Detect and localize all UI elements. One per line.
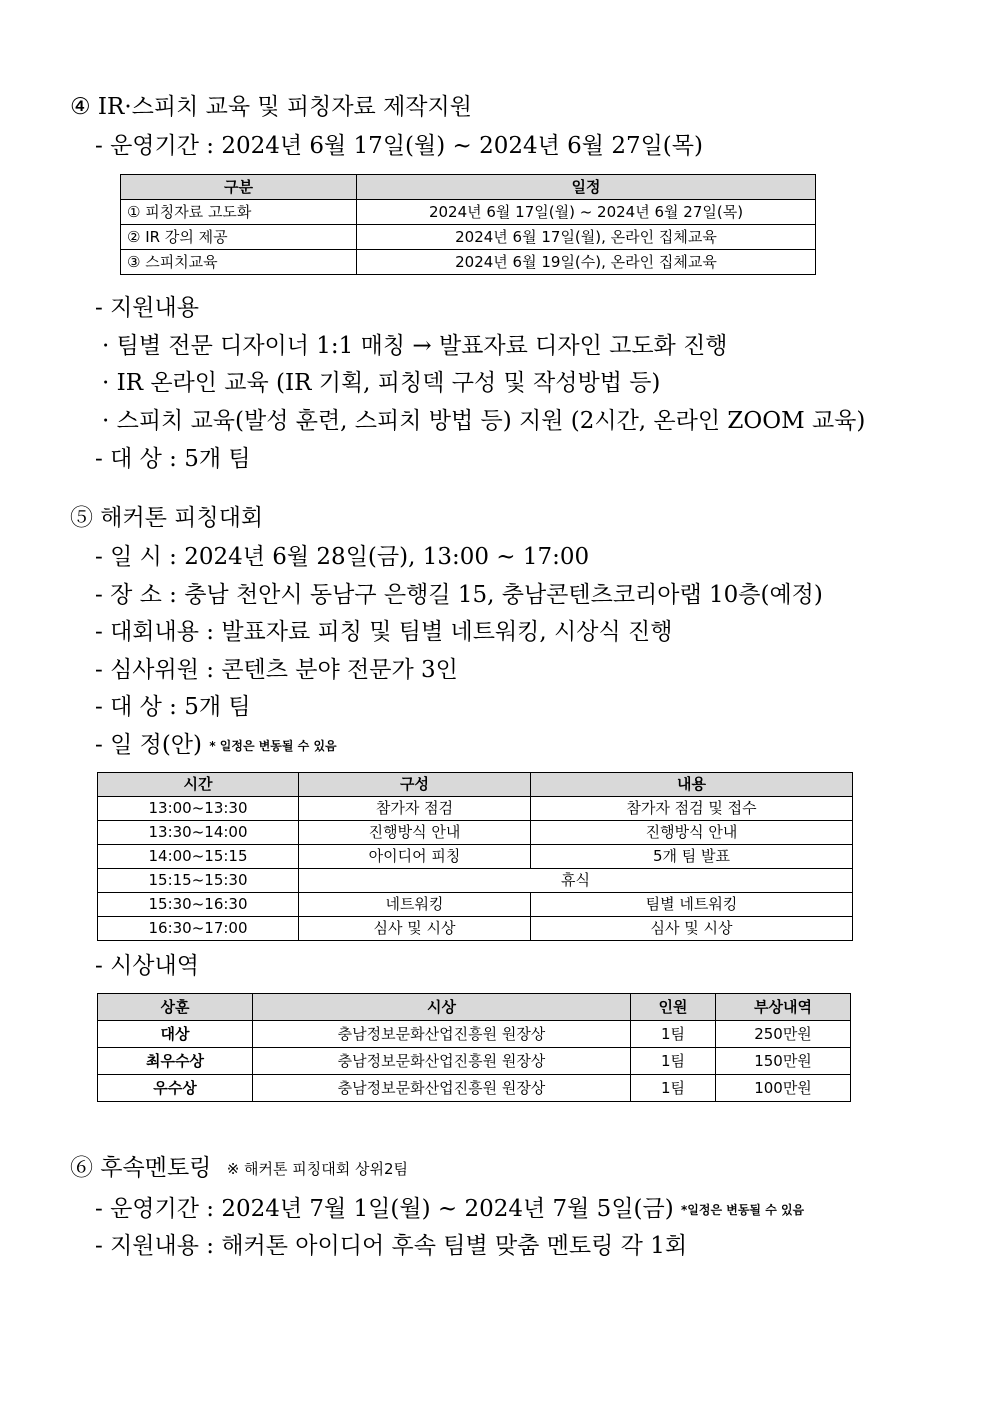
table-row [98,917,853,941]
table-header: 시간 [98,773,299,797]
table-row [98,893,853,917]
section-4-heading: ④ IR·스피치 교육 및 피칭자료 제작지원 [70,94,472,120]
table-header: 부상내역 [716,994,851,1021]
table-cell: 1팀 [631,1021,716,1048]
table-header: 시상 [253,994,631,1021]
support-bullet: · 스피치 교육(발성 훈련, 스피치 방법 등) 지원 (2시간, 온라인 ZOOM 교육) [102,408,866,434]
schedule-label-line [95,730,337,761]
table-cell: 250만원 [716,1021,851,1048]
table-cell: 2024년 6월 19일(수), 온라인 집체교육 [357,250,816,275]
table-header-row [98,994,851,1021]
table-header-row [98,773,853,797]
table-row [98,1048,851,1075]
table-cell: 5개 팀 발표 [531,845,853,869]
section-6-heading: ⑥ 후속멘토링 [70,1155,212,1181]
awards-label: - 시상내역 [95,953,199,979]
table-row [98,869,853,893]
table-cell: 1팀 [631,1048,716,1075]
table-cell: 2024년 6월 17일(월) ~ 2024년 6월 27일(목) [357,200,816,225]
table-header: 구분 [121,175,357,200]
section-6-period: - 운영기간 : 2024년 7월 1일(월) ~ 2024년 7월 5일(금) [95,1196,674,1222]
table-header: 인원 [631,994,716,1021]
info-line: - 심사위원 : 콘텐츠 분야 전문가 3인 [95,657,458,683]
event-schedule-table [97,772,853,941]
table-row [121,225,816,250]
ir-schedule-table [120,174,816,275]
table-cell: ③ 스피치교육 [121,250,357,275]
info-line: - 대 상 : 5개 팀 [95,694,251,720]
table-cell: 15:30~16:30 [98,893,299,917]
table-row [98,845,853,869]
table-row [98,821,853,845]
table-row [98,1021,851,1048]
section-5-heading: ⑤ 해커톤 피칭대회 [70,505,264,531]
table-header-row [121,175,816,200]
info-line: - 장 소 : 충남 천안시 동남구 은행길 15, 충남콘텐츠코리아랩 10층(예정) [95,582,823,608]
table-cell: 참가자 점검 [299,797,531,821]
table-cell: 150만원 [716,1048,851,1075]
table-cell: 100만원 [716,1075,851,1102]
support-bullet: · 팀별 전문 디자이너 1:1 매칭 → 발표자료 디자인 고도화 진행 [102,333,728,359]
table-row [121,250,816,275]
table-row [121,200,816,225]
table-cell: 충남정보문화산업진흥원 원장상 [253,1048,631,1075]
table-cell: ② IR 강의 제공 [121,225,357,250]
table-header: 상훈 [98,994,253,1021]
table-row [98,1075,851,1102]
section-6-support: - 지원내용 : 해커톤 아이디어 후속 팀별 맞춤 멘토링 각 1회 [95,1233,688,1259]
awards-table [97,993,851,1102]
table-cell: 팀별 네트워킹 [531,893,853,917]
table-cell: 진행방식 안내 [299,821,531,845]
section-4-period: - 운영기간 : 2024년 6월 17일(월) ~ 2024년 6월 27일(목) [95,133,703,159]
section-4-target: - 대 상 : 5개 팀 [95,446,251,472]
table-cell: 15:15~15:30 [98,869,299,893]
table-cell: 16:30~17:00 [98,917,299,941]
info-line: - 대회내용 : 발표자료 피칭 및 팀별 네트워킹, 시상식 진행 [95,619,673,645]
table-row [98,797,853,821]
table-cell: 진행방식 안내 [531,821,853,845]
table-cell: 14:00~15:15 [98,845,299,869]
table-header: 일정 [357,175,816,200]
info-line: - 일 시 : 2024년 6월 28일(금), 13:00 ~ 17:00 [95,544,590,570]
section-6-period-line [95,1194,804,1225]
support-title: - 지원내용 [95,295,199,321]
table-cell: 휴식 [299,869,853,893]
table-cell: 2024년 6월 17일(월), 온라인 집체교육 [357,225,816,250]
schedule-note: * 일정은 변동될 수 있음 [209,739,337,753]
table-cell: 1팀 [631,1075,716,1102]
section-6-note: ※ 해커톤 피칭대회 상위2팀 [226,1160,409,1178]
table-cell: 참가자 점검 및 접수 [531,797,853,821]
table-cell: 심사 및 시상 [531,917,853,941]
table-cell: 우수상 [98,1075,253,1102]
table-cell: 심사 및 시상 [299,917,531,941]
support-bullet: · IR 온라인 교육 (IR 기획, 피칭덱 구성 및 작성방법 등) [102,370,661,396]
table-header: 내용 [531,773,853,797]
schedule-label: - 일 정(안) [95,732,202,758]
table-cell: 충남정보문화산업진흥원 원장상 [253,1021,631,1048]
section-6-period-note: *일정은 변동될 수 있음 [681,1203,805,1217]
table-cell: 네트워킹 [299,893,531,917]
table-cell: 대상 [98,1021,253,1048]
section-6-heading-line [70,1153,408,1184]
table-cell: 최우수상 [98,1048,253,1075]
table-header: 구성 [299,773,531,797]
table-cell: 13:00~13:30 [98,797,299,821]
table-cell: ① 피칭자료 고도화 [121,200,357,225]
table-cell: 충남정보문화산업진흥원 원장상 [253,1075,631,1102]
table-cell: 13:30~14:00 [98,821,299,845]
table-cell: 아이디어 피칭 [299,845,531,869]
